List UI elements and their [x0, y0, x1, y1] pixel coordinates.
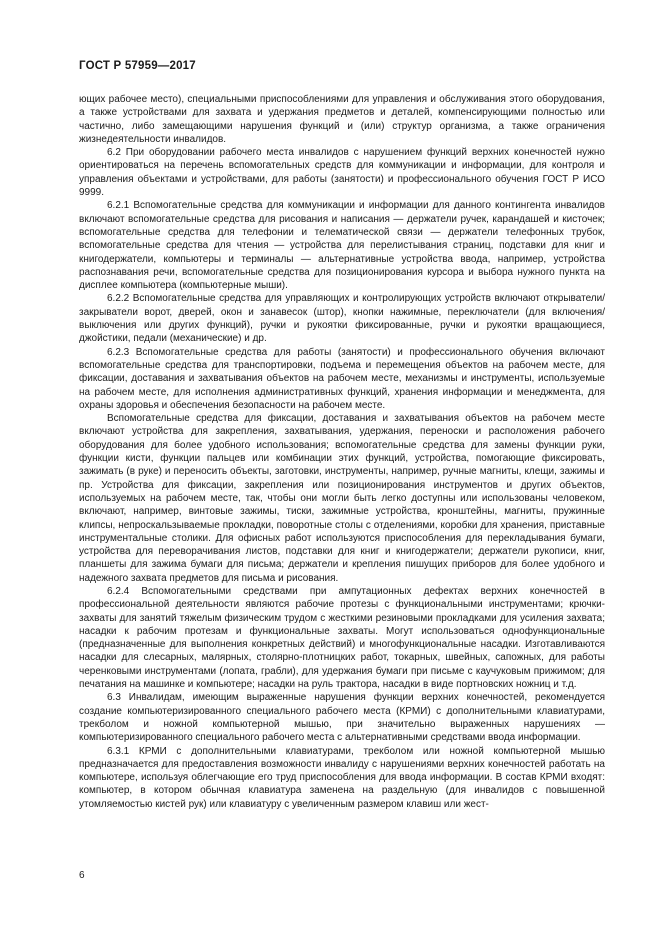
page-number: 6 — [79, 870, 85, 881]
paragraph-6-2-3: 6.2.3 Вспомогательные средства для работы (занятости) и профессионального обучения включают вспомогательные средства для транспортировки, подъема и перемещения объектов на рабочем месте, для фиксации, доставания и захватывания объектов на рабочем месте, механизмы и инструменты, используемые на рабочем месте, для исполнения административных функций, хранения информации и менеджмента, для охраны здоровья и обеспечения безопасности на рабочем месте. — [79, 346, 605, 411]
paragraph-6-2-2: 6.2.2 Вспомогательные средства для управляющих и контролирующих устройств включают открыватели/закрыватели ворот, дверей, окон и занавесок (штор), кнопки нажимные, переключатели (для включения/выключения или других функций), ручки и рукоятки фиксированные, ручки и рукоятки вращающиеся, джойстики, педали (механические) и др. — [79, 293, 605, 345]
body-text — [79, 93, 605, 811]
paragraph-6-2-1: 6.2.1 Вспомогательные средства для коммуникации и информации для данного контингента инвалидов включают вспомогательные средства для рисования и написания — держатели ручек, карандашей и кисточек; вспомогательные средства для телефонии и телематической связи — держатели телефонных трубок, вспомогательные средства для чтения — устройства для перелистывания страниц, подставки для книг и книгодержатели, компьютеры и терминалы — альтернативные устройства ввода, например, устройства распознавания речи, вспомогательные средства для позиционирования курсора и выбора нужного пункта на дисплее компьютера (компьютерные мыши). — [79, 200, 605, 292]
paragraph-continued: ющих рабочее место), специальными приспособлениями для управления и обслуживания этого оборудования, а также устройствами для захвата и удержания предметов и деталей, компенсирующими полностью или частично, либо замещающими нарушения функций и (или) структур организма, а также ограничения жизнедеятельности инвалидов. — [79, 94, 605, 145]
paragraph-fixation-aids: Вспомогательные средства для фиксации, доставания и захватывания объектов на рабочем месте включают устройства для закрепления, захватывания, удержания, переноски и расположения рабочего оборудования для более удобного использования; вспомогательные средства для замены функции руки, функции кисти, функции пальцев или комбинации этих функций, устройства, помогающие фиксировать, зажимать (в руке) и переносить объекты, заготовки, инструменты, например, ручные магниты, клещи, зажимы и пр. Устройства для фиксации, закрепления или позиционирования инструментов и других объектов, используемых на рабочем месте, так, чтобы они могли быть легко доступны или использованы человеком, включают, например, винтовые зажимы, тиски, зажимные устройства, кронштейны, магниты, пружинные клипсы, непроскальзываемые прокладки, поворотные столы с отделениями, коробки для хранения, приставные инструментальные столики. Для офисных работ используются приспособления для перекладывания бумаги, устройства для переворачивания листов, подставки для книг и книгодержатели; держатели рукописи, книг, планшеты для зажима бумаги для письма; держатели и крепления пишущих приборов для более удобного и надежного захвата предметов для письма и рисования. — [79, 413, 605, 584]
paragraph-6-2: 6.2 При оборудовании рабочего места инвалидов с нарушением функций верхних конечностей нужно ориентироваться на перечень вспомогательных средств для коммуникации и информации, для контроля и управления объектами и устройствами, для работы (занятости) и профессионального обучения ГОСТ Р ИСО 9999. — [79, 147, 605, 199]
paragraph-6-3-1: 6.3.1 КРМИ с дополнительными клавиатурами, трекболом или ножной компьютерной мышью предназначается для предоставления возможности инвалиду с нарушениями верхних конечностей работать на компьютере, используя облегчающие его труд приспособления для ввода информации. В состав КРМИ входят: компьютер, в котором обычная клавиатура заменена на раздельную (для инвалидов с повышенной утомляемостью кистей рук) или клавиатуру с увеличенным размером клавиш или жест- — [79, 745, 605, 810]
page-header-standard-id: ГОСТ Р 57959—2017 — [79, 60, 196, 72]
paragraph-6-3: 6.3 Инвалидам, имеющим выраженные нарушения функции верхних конечностей, рекомендуется создание компьютеризированного специального рабочего места (КРМИ) с дополнительными клавиатурами, трекболом и ножной компьютерной мышью, при значительно выраженных нарушениях — компьютеризированного специального рабочего места с альтернативными средствами ввода информации. — [79, 692, 605, 744]
paragraph-6-2-4: 6.2.4 Вспомогательными средствами при ампутационных дефектах верхних конечностей в профессиональной деятельности являются рабочие протезы с функциональными инструментами; крючки-захваты для занятий тяжелым физическим трудом с жесткими резиновыми прокладками для усиления захвата; насадки к рабочим протезам и функциональные захваты. Могут использоваться однофункциональные (предназначенные для выполнения конкретных действий) и многофункциональные насадки. Изготавливаются насадки для слесарных, малярных, столярно-плотницких работ, токарных, швейных, сапожных, для работы черенковыми инструментами (лопата, грабли), для удержания бумаги при письме с каучуковым прижимом; для печатания на машинке и компьютере; насадки на руль трактора, насадки в виде портновских ножниц и т.д. — [79, 585, 605, 691]
